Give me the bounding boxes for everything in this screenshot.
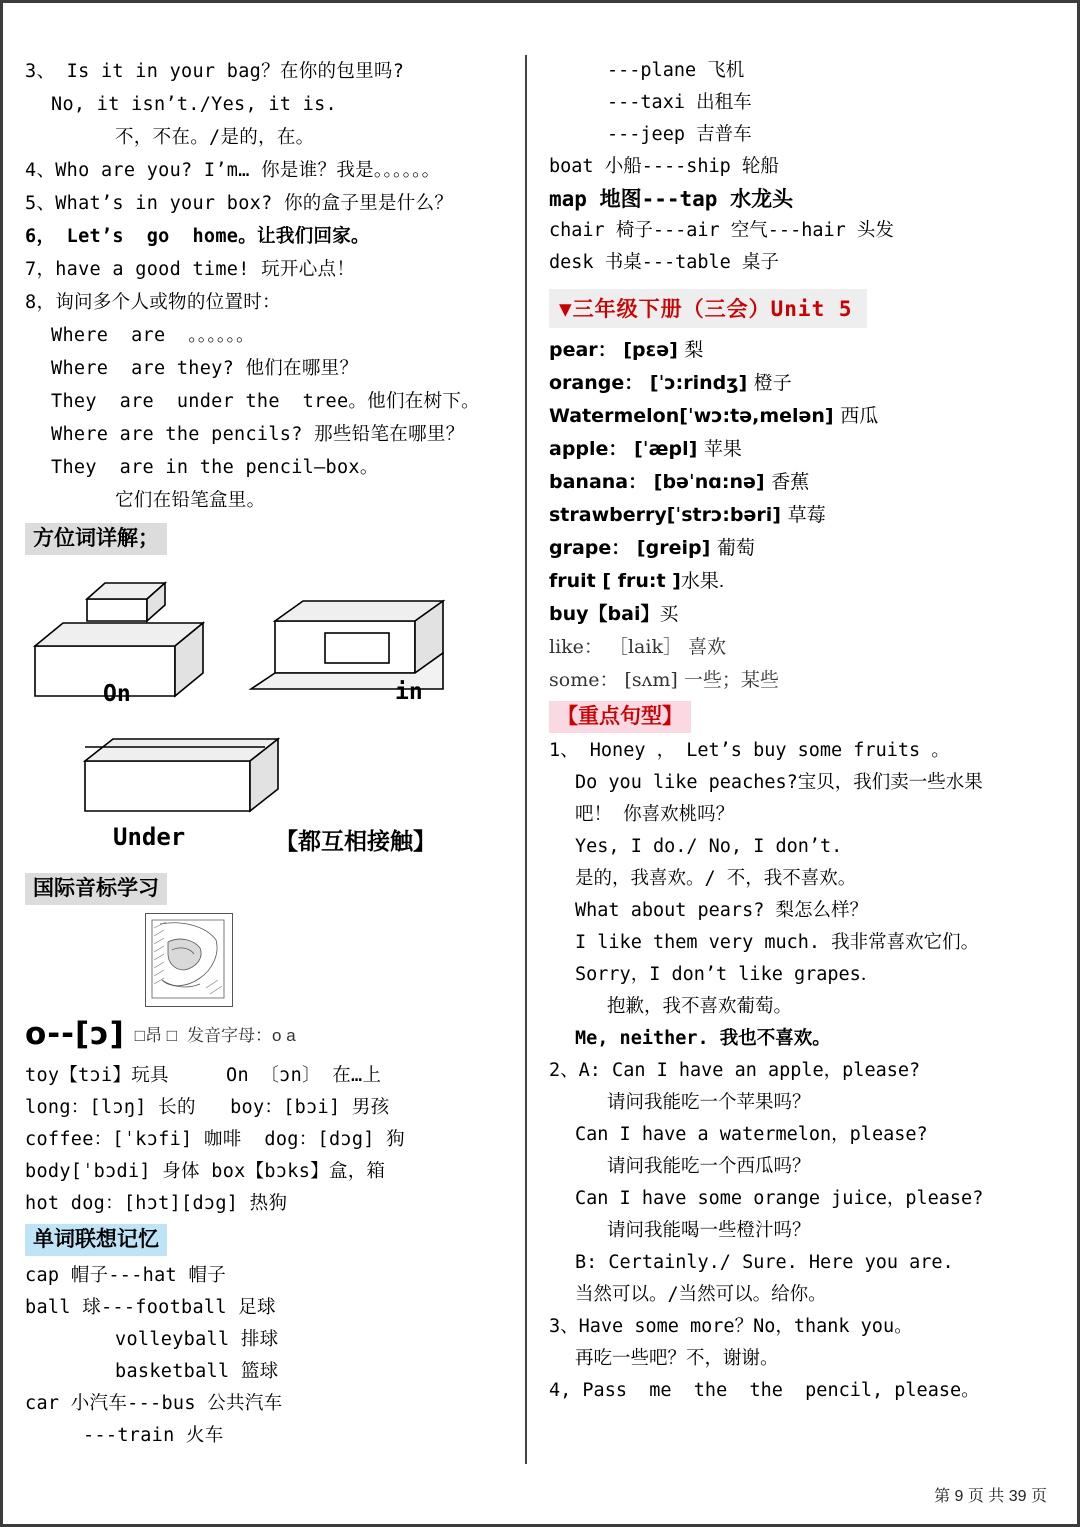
vocab-entry	[549, 532, 1055, 565]
vocab-ipa: [sʌm]	[624, 669, 678, 691]
sentence-line: Do you like peaches?宝贝，我们卖一些水果	[575, 772, 983, 793]
qa-line: 4、Who are you? I’m… 你是谁？我是。。。。。。	[25, 160, 441, 181]
vocab-ipa: ［laik］	[608, 636, 682, 658]
vocab-sep: ：	[608, 438, 628, 460]
qa-line: 不，不在。/是的，在。	[115, 127, 315, 148]
ipa-char-note: □昂 □	[134, 1026, 178, 1045]
ipa-symbol: o--[ɔ]	[25, 1016, 125, 1052]
vocab-cn: 买	[659, 604, 679, 625]
sentence-line: 抱歉，我不喜欢葡萄。	[607, 996, 793, 1017]
vocab-entry	[549, 367, 1055, 400]
word-line: toy【tɔi】玩具 On 〔ɔn〕 在…上	[25, 1065, 382, 1086]
sentence-line: What about pears? 梨怎么样？	[575, 900, 868, 921]
transport-line: map 地图---tap 水龙头	[549, 187, 794, 211]
preposition-diagram-svg	[25, 561, 505, 861]
vocab-cn: 橙子	[753, 373, 792, 394]
heading-word-association: 单词联想记忆	[25, 1224, 167, 1256]
vocab-sep: ：	[597, 339, 617, 361]
vocab-word: Watermelon	[549, 405, 680, 427]
sentence-line: 请问我能喝一些橙汁吗？	[607, 1220, 811, 1241]
sentence-line: 1、 Honey ， Let’s buy some fruits 。	[549, 740, 950, 761]
vocab-sep: ：	[583, 636, 603, 658]
vocab-word: like	[549, 636, 584, 658]
vocab-entry	[549, 565, 1055, 598]
heading-ipa-study: 国际音标学习	[25, 873, 167, 905]
vocab-word: fruit	[549, 570, 596, 592]
vocab-cn: 梨	[684, 340, 704, 361]
vocab-ipa: [greip]	[636, 537, 711, 559]
sentence-line: 请问我能吃一个西瓜吗？	[607, 1156, 811, 1177]
assoc-line: basketball 篮球	[115, 1361, 279, 1382]
vocab-ipa: [ˈɔ:rindʒ]	[649, 372, 748, 394]
vocab-sep: ：	[628, 471, 648, 493]
transport-line: boat 小船----ship 轮船	[549, 156, 779, 177]
vocab-ipa: [bəˈnɑ:nə]	[653, 471, 765, 493]
sentence-line: 3、Have some more？No，thank you。	[549, 1316, 913, 1337]
sentence-line: 当然可以。/当然可以。给你。	[575, 1284, 827, 1305]
vocab-word: banana	[549, 471, 629, 493]
vocab-cn: 香蕉	[771, 472, 810, 493]
label-touch-note: 【都互相接触】	[275, 828, 436, 854]
vocab-ipa: [ˈstrɔ:bəri]	[666, 504, 781, 526]
qa-line: 6， Let’s go home。让我们回家。	[25, 226, 370, 247]
sentence-line: B: Certainly./ Sure. Here you are.	[575, 1252, 954, 1273]
transport-line: ---taxi 出租车	[607, 92, 752, 113]
sentence-line: Sorry，I don’t like grapes．	[575, 964, 880, 985]
where-line: They are under the tree。他们在树下。	[51, 391, 480, 412]
vocab-ipa: [ˈæpl]	[634, 438, 698, 460]
where-line: 它们在铅笔盒里。	[115, 490, 266, 511]
sentence-line: I like them very much. 我非常喜欢它们。	[575, 932, 980, 953]
transport-line: ---plane 飞机	[607, 60, 745, 81]
sentence-line: 4, Pass me the the pencil, please。	[549, 1380, 980, 1401]
sentence-line: 是的，我喜欢。/ 不，我不喜欢。	[575, 868, 857, 889]
vocab-word: some	[549, 669, 600, 691]
sentence-line: Yes, I do./ No, I don’t.	[575, 836, 843, 857]
where-line: Where are 。。。。。。	[51, 325, 255, 346]
word-line: long：[lɔŋ] 长的 boy：[bɔi] 男孩	[25, 1097, 390, 1118]
transport-line: ---jeep 吉普车	[607, 124, 752, 145]
word-line: body[ˈbɔdi] 身体 box【bɔks】盒，箱	[25, 1161, 386, 1182]
assoc-line: volleyball 排球	[115, 1329, 279, 1350]
vocab-ipa: [pɛə]	[623, 339, 678, 361]
transport-line: desk 书桌---table 桌子	[549, 252, 779, 273]
where-line: Where are the pencils? 那些铅笔在哪里？	[51, 424, 465, 445]
left-column	[3, 55, 527, 1464]
vocab-entry	[549, 598, 1055, 631]
vocab-sep: ：	[599, 669, 619, 691]
heading-key-sentences: 【重点句型】	[549, 701, 691, 733]
qa-line: 3、 Is it in your bag？在你的包里吗?	[25, 61, 405, 82]
preposition-diagrams	[25, 561, 503, 871]
vocab-cn: 西瓜	[840, 406, 879, 427]
assoc-line: ball 球---football 足球	[25, 1297, 276, 1318]
vocab-entry	[549, 334, 1055, 367]
label-under: Under	[113, 823, 186, 851]
qa-line: No, it isn’t./Yes, it is.	[51, 94, 337, 115]
vocab-entry	[549, 631, 1055, 664]
mouth-diagram-icon	[145, 913, 233, 1007]
vocab-cn: 葡萄	[716, 538, 755, 559]
qa-line: 7，have a good time! 玩开心点！	[25, 259, 356, 280]
where-line: Where are they? 他们在哪里？	[51, 358, 359, 379]
word-line: coffee：[ˈkɔfi] 咖啡 dog：[dɔg] 狗	[25, 1129, 405, 1150]
two-column-body	[3, 55, 1077, 1464]
label-in: in	[395, 679, 423, 705]
vocab-cn: 草莓	[787, 505, 826, 526]
qa-line: 5、What’s in your box? 你的盒子里是什么？	[25, 193, 454, 214]
qa-line: 8，询问多个人或物的位置时：	[25, 292, 281, 313]
vocab-cn: 喜欢	[688, 637, 727, 658]
right-column	[527, 55, 1077, 1464]
ipa-symbol-row	[25, 1016, 503, 1052]
vocab-entry	[549, 499, 1055, 532]
vocab-sep: ：	[611, 537, 631, 559]
vocab-word: orange	[549, 372, 625, 394]
vocab-ipa: [ fru:t ]	[602, 570, 681, 592]
vocab-word: apple	[549, 438, 609, 460]
vocab-entry	[549, 664, 1055, 697]
vocab-entry	[549, 433, 1055, 466]
page-footer: 第 9 页 共 39 页	[934, 1488, 1047, 1505]
word-line: hot dog：[hɔt][dɔg] 热狗	[25, 1193, 288, 1214]
heading-position-words: 方位词详解；	[25, 523, 167, 555]
where-line: They are in the pencil—box。	[51, 457, 379, 478]
vocab-ipa: 【bai】	[588, 603, 660, 625]
vocab-cn: 苹果	[703, 439, 742, 460]
sentence-line: 请问我能吃一个苹果吗？	[607, 1092, 811, 1113]
assoc-line: cap 帽子---hat 帽子	[25, 1265, 227, 1286]
vocab-word: strawberry	[549, 504, 667, 526]
vocab-entry	[549, 466, 1055, 499]
sentence-line: 再吃一些吧？不，谢谢。	[575, 1348, 779, 1369]
assoc-line: ---train 火车	[83, 1425, 224, 1446]
vocab-word: grape	[549, 537, 612, 559]
sentence-line: 2、A: Can I have an apple，please?	[549, 1060, 921, 1081]
vocab-word: buy	[549, 603, 589, 625]
transport-line: chair 椅子---air 空气---hair 头发	[549, 220, 894, 241]
sentence-line: Can I have a watermelon，please?	[575, 1124, 928, 1145]
label-on: On	[103, 681, 131, 707]
vocab-cn: 水果.	[680, 571, 725, 592]
assoc-line: car 小汽车---bus 公共汽车	[25, 1393, 283, 1414]
vocab-ipa: [ˈwɔ:tə,melən]	[679, 405, 834, 427]
vocab-entry	[549, 400, 1055, 433]
sentence-line: 吧！ 你喜欢桃吗？	[575, 804, 735, 825]
sentence-line: Me, neither. 我也不喜欢。	[575, 1028, 831, 1049]
unit-banner: ▼三年级下册（三会）Unit 5	[549, 289, 867, 328]
vocab-word: pear	[549, 339, 598, 361]
ipa-letter-note: 发音字母：o a	[187, 1026, 296, 1045]
sentence-line: Can I have some orange juice，please?	[575, 1188, 984, 1209]
vocab-cn: 一些；某些	[683, 670, 779, 691]
vocab-sep: ：	[624, 372, 644, 394]
